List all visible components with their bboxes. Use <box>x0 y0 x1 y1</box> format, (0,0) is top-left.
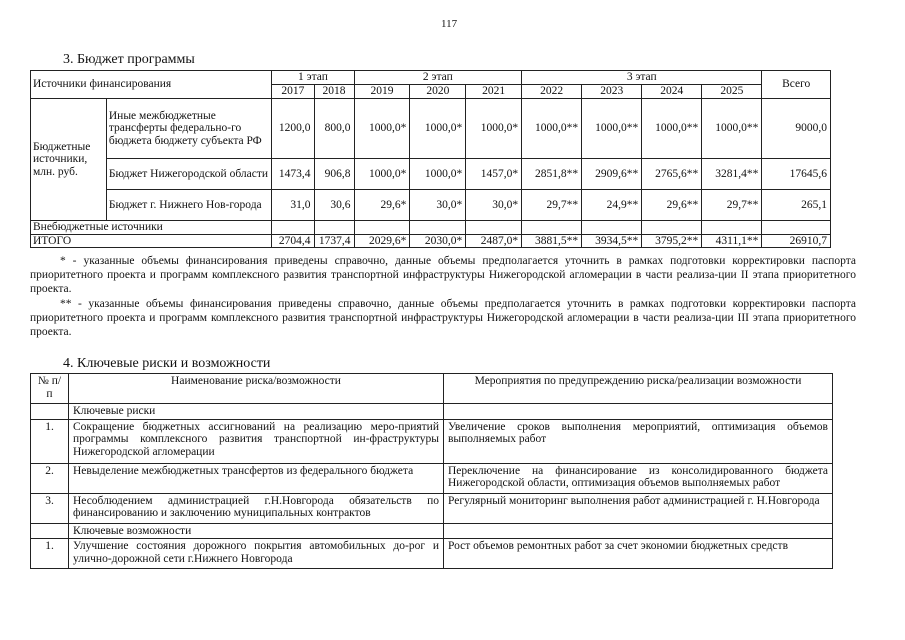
source-header: Источники финансирования <box>31 71 272 99</box>
cell: 1000,0* <box>410 159 466 190</box>
year-header: 2025 <box>702 85 762 99</box>
cell: 1000,0** <box>522 99 582 159</box>
cell: 1200,0 <box>272 99 314 159</box>
cell: 4311,1** <box>702 234 762 248</box>
stage3-header: 3 этап <box>522 71 762 85</box>
stage1-header: 1 этап <box>272 71 354 85</box>
cell: 3281,4** <box>702 159 762 190</box>
cell: 31,0 <box>272 190 314 221</box>
cell: 17645,6 <box>762 159 831 190</box>
table-row <box>31 159 831 190</box>
risk-measure: Регулярный мониторинг выполнения работ администрацией г. Н.Новгорода <box>444 493 833 523</box>
total-row <box>31 234 831 248</box>
cell: 29,7** <box>702 190 762 221</box>
cell: 906,8 <box>314 159 354 190</box>
row-number: 1. <box>31 419 69 463</box>
risks-section-title: 4. Ключевые риски и возможности <box>63 356 271 371</box>
table-row <box>31 463 833 493</box>
footnote-1: * - указанные объемы финансирования приведены справочно, данные объемы предполагается уточнить в рамках подготовки корректировки паспорта приоритетного проекта и программ комплексного развития транспортной инфраструктуры Нижегородской агломерации в части реализа-ции II этапа приоритетного проекта. <box>30 255 856 295</box>
cell: 800,0 <box>314 99 354 159</box>
year-header: 2024 <box>642 85 702 99</box>
table-row <box>31 221 831 235</box>
cell: 1737,4 <box>314 234 354 248</box>
year-header: 2020 <box>410 85 466 99</box>
cell: 1000,0* <box>354 99 410 159</box>
key-opportunities-label: Ключевые возможности <box>69 523 444 539</box>
cell: 9000,0 <box>762 99 831 159</box>
cell: 265,1 <box>762 190 831 221</box>
year-header: 2019 <box>354 85 410 99</box>
cell: 1000,0** <box>642 99 702 159</box>
table-row <box>31 190 831 221</box>
cell: 1000,0* <box>466 99 522 159</box>
page-number: 117 <box>441 18 458 30</box>
cell: 29,6* <box>354 190 410 221</box>
budget-table <box>30 70 831 248</box>
budget-group-label: Бюджетные источники, млн. руб. <box>31 99 107 221</box>
cell: 1457,0* <box>466 159 522 190</box>
row-number: 2. <box>31 463 69 493</box>
cell: 30,0* <box>466 190 522 221</box>
table-row <box>31 419 833 463</box>
year-header: 2023 <box>582 85 642 99</box>
row-label: Иные межбюджетные трансферты федерально-го бюджета бюджету субъекта РФ <box>106 99 271 159</box>
table-row <box>31 493 833 523</box>
cell: 1000,0** <box>702 99 762 159</box>
cell: 1473,4 <box>272 159 314 190</box>
cell: 30,6 <box>314 190 354 221</box>
cell: 26910,7 <box>762 234 831 248</box>
cell: 29,7** <box>522 190 582 221</box>
cell: 1000,0** <box>582 99 642 159</box>
risks-table <box>30 373 833 569</box>
risk-measure: Переключение на финансирование из консолидированного бюджета Нижегородской области, оптимизация объемов выполняемых работ <box>444 463 833 493</box>
cell: 29,6** <box>642 190 702 221</box>
opportunity-measure: Рост объемов ремонтных работ за счет экономии бюджетных средств <box>444 539 833 569</box>
cell: 1000,0* <box>410 99 466 159</box>
total-header: Всего <box>762 71 831 99</box>
cell: 24,9** <box>582 190 642 221</box>
cell: 2765,6** <box>642 159 702 190</box>
cell: 2704,4 <box>272 234 314 248</box>
num-header: № п/п <box>31 374 69 404</box>
risk-measure: Увеличение сроков выполнения мероприятий, оптимизация объемов выполняемых работ <box>444 419 833 463</box>
budget-section-title: 3. Бюджет программы <box>63 52 195 67</box>
cell: 30,0* <box>410 190 466 221</box>
row-label: Бюджет Нижегородской области <box>106 159 271 190</box>
cell: 1000,0* <box>354 159 410 190</box>
opportunity-name: Улучшение состояния дорожного покрытия автомобильных до-рог и улично-дорожной сети г.Нижнего Новгорода <box>69 539 444 569</box>
cell: 3795,2** <box>642 234 702 248</box>
cell: 3934,5** <box>582 234 642 248</box>
key-risks-label: Ключевые риски <box>69 404 444 420</box>
stage2-header: 2 этап <box>354 71 522 85</box>
table-row <box>31 99 831 159</box>
table-row <box>31 539 833 569</box>
name-header: Наименование риска/возможности <box>69 374 444 404</box>
risk-name: Невыделение межбюджетных трансфертов из федерального бюджета <box>69 463 444 493</box>
cell: 2909,6** <box>582 159 642 190</box>
risk-name: Сокращение бюджетных ассигнований на реализацию меро-приятий программы комплексного развития транспортной ин-фраструктуры Нижегородской агломерации <box>69 419 444 463</box>
row-number: 3. <box>31 493 69 523</box>
year-header: 2021 <box>466 85 522 99</box>
year-header: 2017 <box>272 85 314 99</box>
year-header: 2022 <box>522 85 582 99</box>
cell: 2487,0* <box>466 234 522 248</box>
year-header: 2018 <box>314 85 354 99</box>
risk-name: Несоблюдением администрацией г.Н.Новгорода обязательств по финансированию и заключению муниципальных контрактов <box>69 493 444 523</box>
footnote-2: ** - указанные объемы финансирования приведены справочно, данные объемы предполагается уточнить в рамках подготовки корректировки паспорта приоритетного проекта и программ комплексного развития транспортной инфраструктуры Нижегородской агломерации в части реализа-ции III этапа приоритетного проекта. <box>30 298 856 338</box>
cell: 2029,6* <box>354 234 410 248</box>
measures-header: Мероприятия по предупреждению риска/реализации возможности <box>444 374 833 404</box>
row-number: 1. <box>31 539 69 569</box>
cell: 3881,5** <box>522 234 582 248</box>
row-label: Бюджет г. Нижнего Нов-города <box>106 190 271 221</box>
extra-budget-label: Внебюджетные источники <box>31 221 272 235</box>
cell: 2851,8** <box>522 159 582 190</box>
cell: 2030,0* <box>410 234 466 248</box>
total-label: ИТОГО <box>31 234 272 248</box>
